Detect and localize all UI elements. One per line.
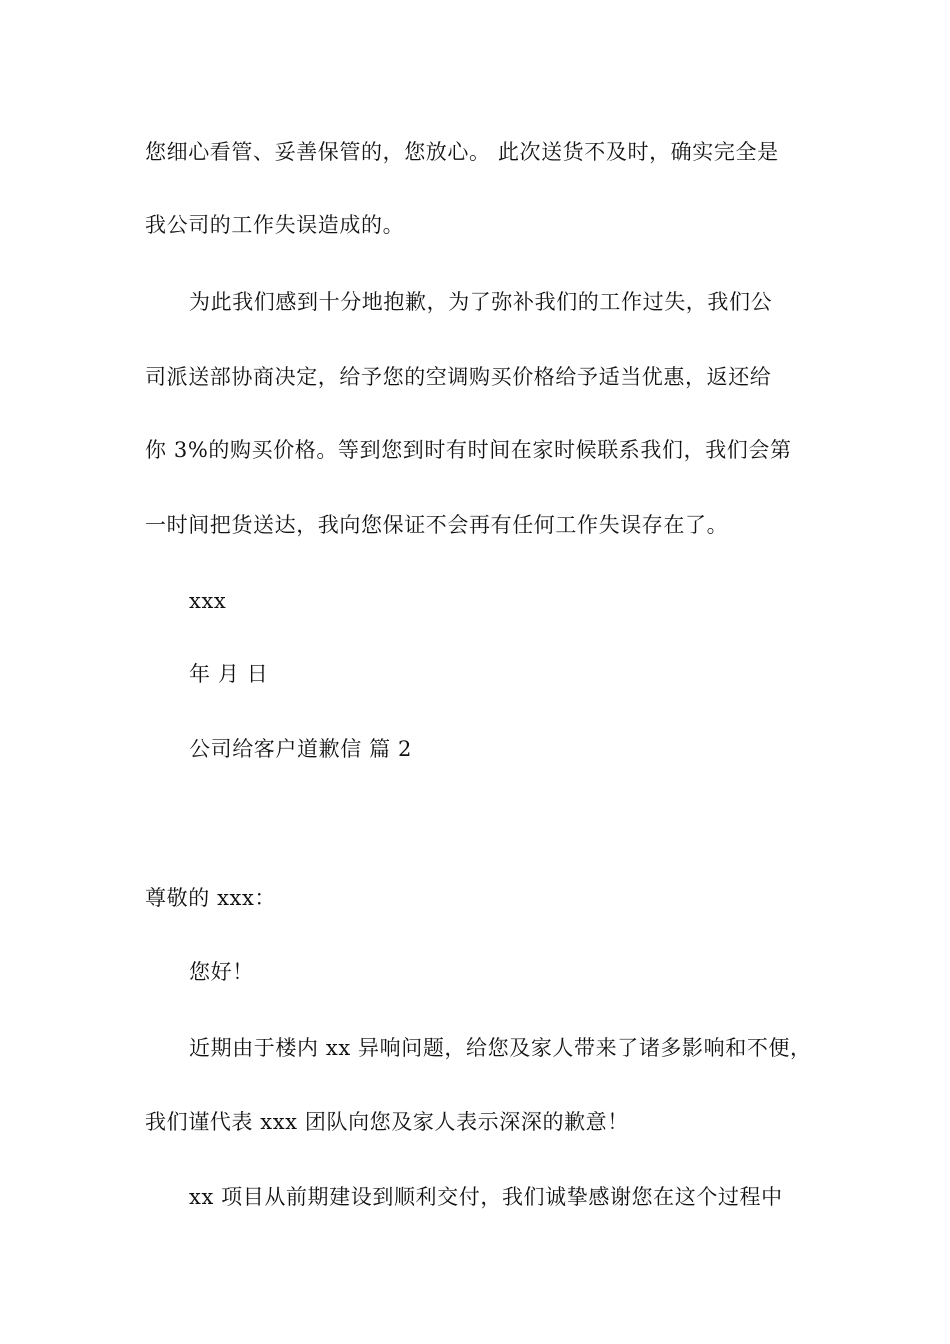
paragraph-line: 为此我们感到十分地抱歉，为了弥补我们的工作过失，我们公: [189, 290, 773, 314]
paragraph-line: 您细心看管、妥善保管的，您放心。 此次送货不及时，确实完全是: [145, 140, 779, 164]
signature-name: xxx: [189, 589, 227, 613]
greeting: 您好！: [189, 960, 254, 984]
signature-date: 年 月 日: [189, 662, 269, 686]
paragraph-line: 我们谨代表 xxx 团队向您及家人表示深深的歉意！: [145, 1110, 629, 1134]
paragraph-line: 你 3%的购买价格。等到您到时有时间在家时候联系我们，我们会第: [145, 438, 792, 462]
salutation: 尊敬的 xxx：: [145, 886, 277, 910]
paragraph-line: xx 项目从前期建设到顺利交付，我们诚挚感谢您在这个过程中: [189, 1185, 783, 1209]
paragraph-line: 司派送部协商决定，给予您的空调购买价格给予适当优惠，返还给: [145, 365, 772, 389]
paragraph-line: 近期由于楼内 xx 异响问题，给您及家人带来了诸多影响和不便，: [189, 1036, 812, 1060]
section-title: 公司给客户道歉信 篇 2: [189, 737, 412, 761]
paragraph-line: 一时间把货送达，我向您保证不会再有任何工作失误存在了。: [145, 513, 729, 537]
paragraph-line: 我公司的工作失误造成的。: [145, 213, 405, 237]
